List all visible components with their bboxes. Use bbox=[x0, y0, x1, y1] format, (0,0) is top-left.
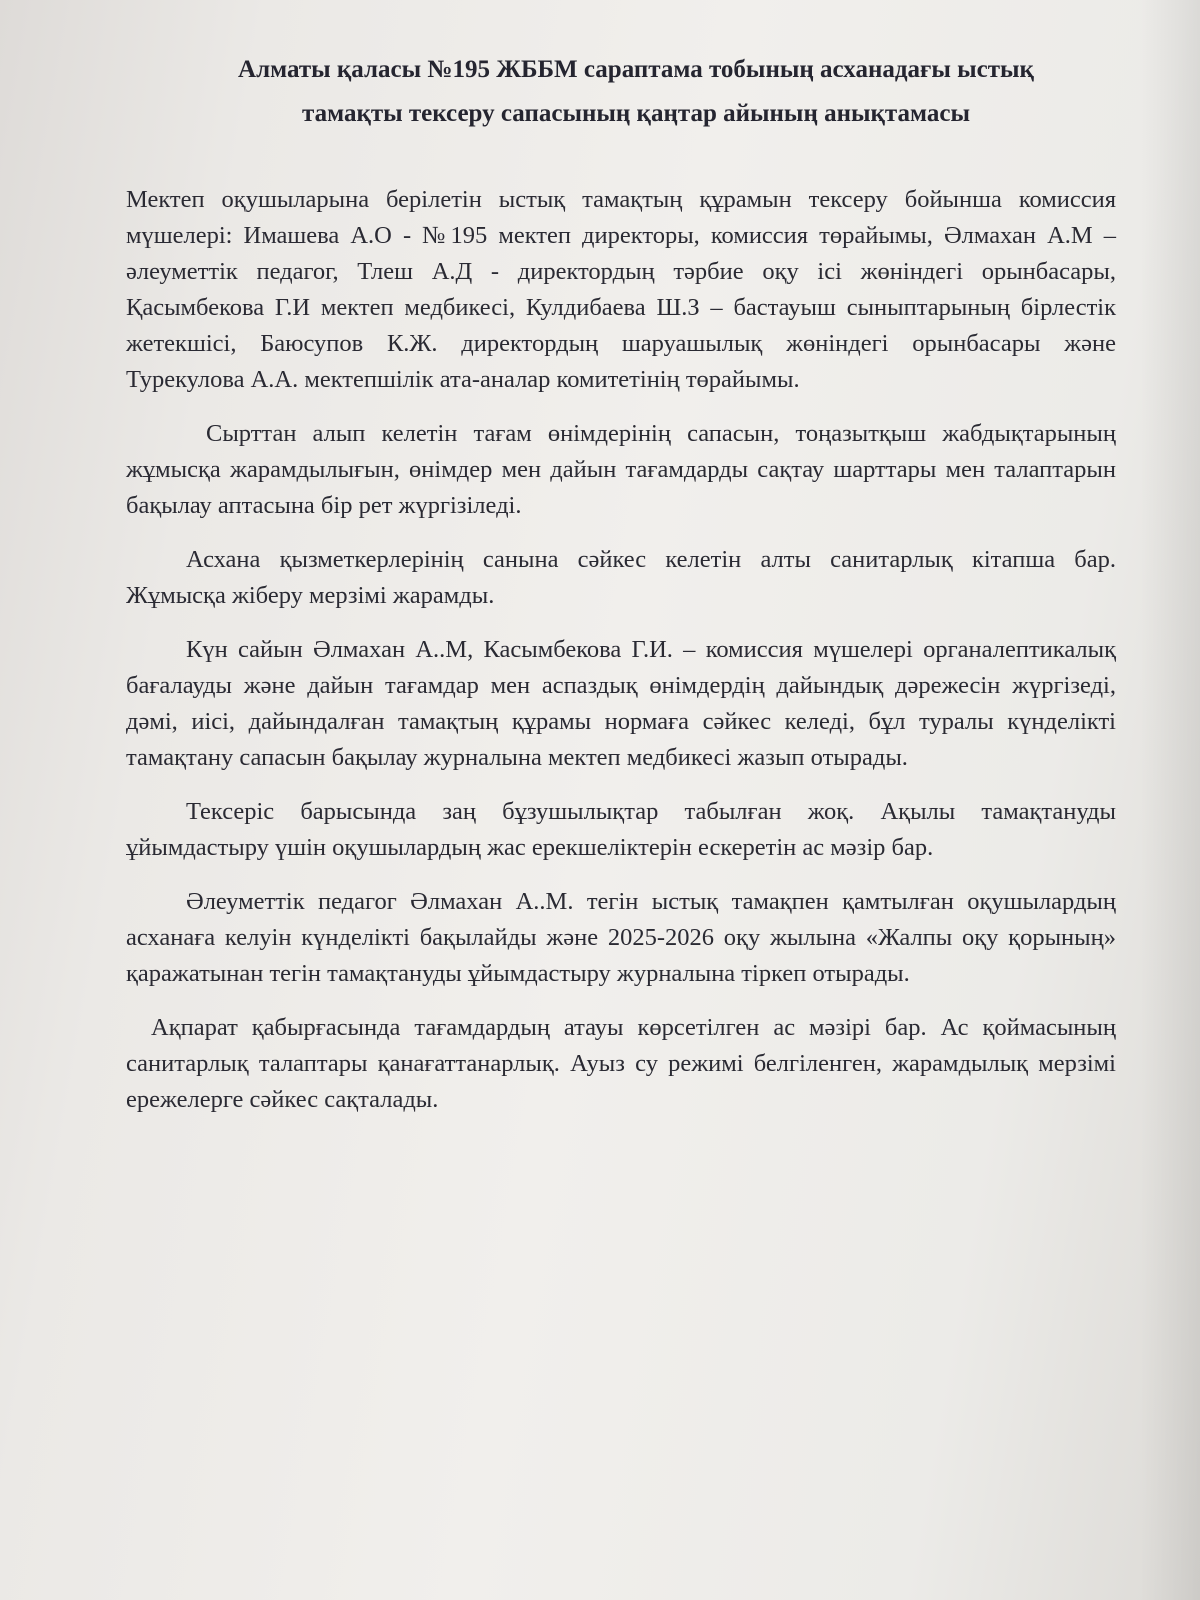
paragraph-info-board: Ақпарат қабырғасында тағамдардың атауы көрсетілген ас мәзірі бар. Ас қоймасының санитарлық талаптары қанағаттанарлық. Ауыз су режимі белгіленген, жарамдылық мерзімі ережелерге сәйкес сақталады. bbox=[126, 1014, 1116, 1113]
paragraph-sanitary-books: Асхана қызметкерлерінің санына сәйкес келетін алты санитарлық кітапша бар. Жұмысқа жіберу мерзімі жарамды. bbox=[126, 546, 1116, 609]
paragraph-product-control: Сырттан алып келетін тағам өнімдерінің сапасын, тоңазытқыш жабдықтарының жұмысқа жарамдылығын, өнімдер мен дайын тағамдарды сақтау шарттары мен талаптарын бақылау аптасына бір рет жүргізіледі. bbox=[126, 420, 1116, 519]
paragraph-inspection-results: Тексеріс барысында заң бұзушылықтар табылған жоқ. Ақылы тамақтануды ұйымдастыру үшін оқушылардың жас ерекшеліктерін ескеретін ас мәзір бар. bbox=[126, 798, 1116, 861]
document-title bbox=[156, 48, 1116, 136]
paragraph-daily-evaluation: Күн сайын Әлмахан А..М, Касымбекова Г.И. – комиссия мүшелері органалептикалық бағалауды және дайын тағамдар мен аспаздық өнімдердің дайындық дәрежесін жүргізеді, дәмі, иісі, дайындалған тамақтың құрамы нормаға сәйкес келеді, бұл туралы күнделікті тамақтану сапасын бақылау журналына мектеп медбикесі жазып отырады. bbox=[126, 636, 1116, 771]
title-line-1: Алматы қаласы №195 ЖББМ сараптама тобының асханадағы ыстық bbox=[238, 56, 1034, 83]
paragraph-commission-members: Мектеп оқушыларына берілетін ыстық тамақтың құрамын тексеру бойынша комиссия мүшелері: Имашева А.О - №195 мектеп директоры, комиссия төрайымы, Әлмахан А.М – әлеуметтік педагог, Тлеш А.Д - директордың тәрбие оқу ісі жөніндегі орынбасары, Қасымбекова Г.И мектеп медбикесі, Кулдибаева Ш.З – бастауыш сыныптарының бірлестік жетекшісі, Баюсупов К.Ж. директордың шаруашылық жөніндегі орынбасары және Турекулова А.А. мектепшілік ата-аналар комитетінің төрайымы. bbox=[126, 186, 1116, 393]
document-content bbox=[126, 48, 1116, 1136]
page-shadow bbox=[1140, 0, 1200, 1600]
paragraph-social-pedagogue: Әлеуметтік педагог Әлмахан А..М. тегін ыстық тамақпен қамтылған оқушылардың асханаға келуін күнделікті бақылайды және 2025-2026 оқу жылына «Жалпы оқу қорының» қаражатынан тегін тамақтануды ұйымдастыру журналына тіркеп отырады. bbox=[126, 888, 1116, 987]
title-line-2: тамақты тексеру сапасының қаңтар айының анықтамасы bbox=[302, 100, 970, 127]
